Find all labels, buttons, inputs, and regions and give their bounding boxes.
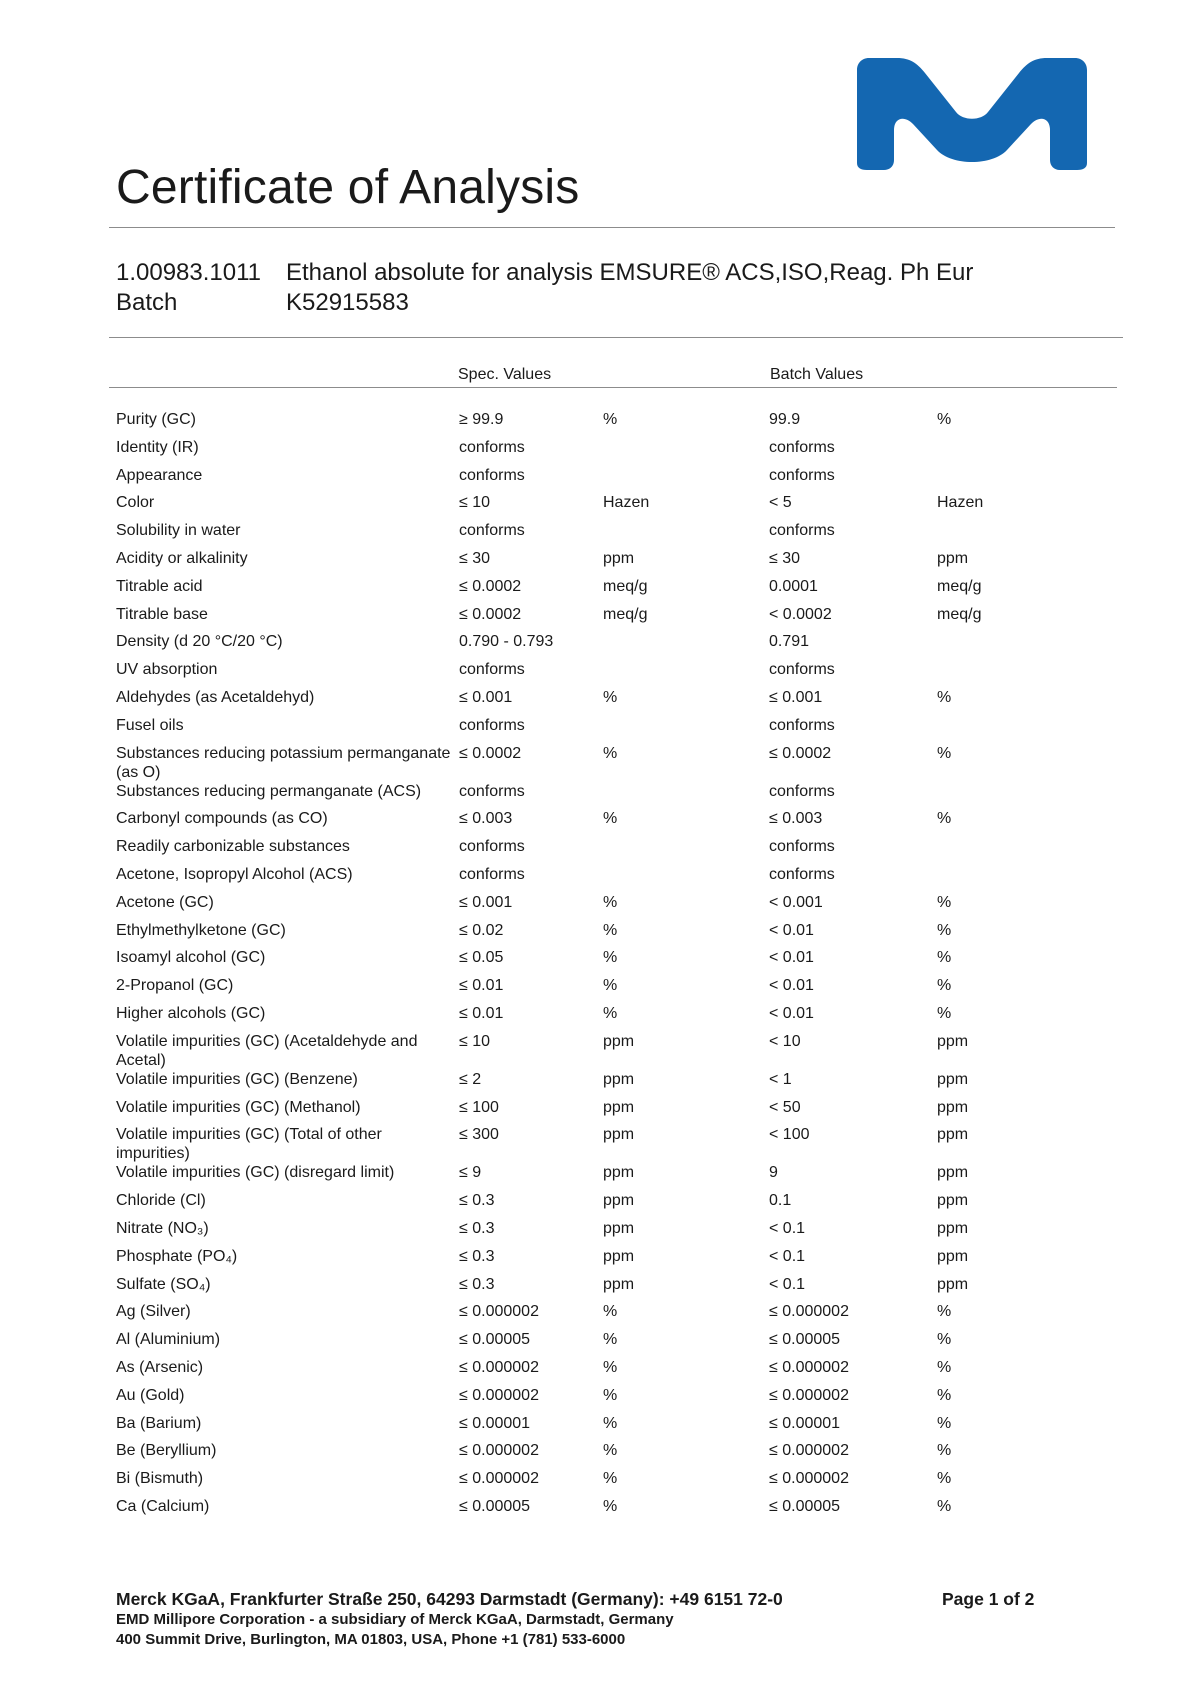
batch-value: < 0.0002 (769, 605, 832, 623)
batch-value: conforms (769, 661, 835, 679)
batch-value: < 50 (769, 1098, 801, 1116)
batch-unit: ppm (937, 1219, 969, 1237)
title-divider (109, 227, 1115, 228)
spec-value: ≤ 0.003 (459, 810, 513, 828)
batch-value: conforms (769, 438, 835, 456)
table-row (116, 1414, 1116, 1442)
table-row (116, 410, 1116, 438)
product-info (116, 258, 973, 318)
spec-unit: % (603, 688, 618, 706)
spec-value: ≤ 0.000002 (459, 1358, 539, 1376)
batch-value: 0.791 (769, 633, 810, 651)
spec-unit: % (603, 1331, 618, 1349)
product-name: Ethanol absolute for analysis EMSURE® ACS,ISO,Reag. Ph Eur (286, 259, 974, 286)
batch-unit: % (937, 977, 952, 995)
spec-unit: ppm (603, 1126, 635, 1144)
spec-value: ≤ 0.0002 (459, 577, 522, 595)
batch-value: < 5 (769, 494, 792, 512)
spec-values-header: Spec. Values (458, 366, 552, 383)
spec-value: ≤ 0.3 (459, 1219, 495, 1237)
batch-value: < 0.1 (769, 1219, 806, 1237)
spec-value: ≤ 300 (459, 1126, 499, 1144)
product-number: 1.00983.1011 (116, 259, 262, 286)
table-row (116, 782, 1116, 810)
table-row (116, 1125, 1116, 1163)
test-name: Solubility in water (116, 522, 241, 540)
batch-unit: ppm (937, 1247, 969, 1265)
product-row (116, 258, 973, 288)
spec-value: ≤ 0.001 (459, 688, 513, 706)
batch-value: conforms (769, 865, 835, 883)
test-name: Nitrate (NO₃) (116, 1219, 209, 1237)
spec-value: conforms (459, 661, 525, 679)
spec-value: ≤ 0.02 (459, 921, 504, 939)
batch-unit: % (937, 1414, 952, 1432)
batch-row (116, 288, 973, 318)
batch-value: < 0.01 (769, 949, 814, 967)
spec-value: ≤ 0.000002 (459, 1303, 539, 1321)
test-name: Acetone (GC) (116, 893, 214, 911)
table-row (116, 605, 1116, 633)
table-row (116, 438, 1116, 466)
table-row (116, 1163, 1116, 1191)
batch-unit: % (937, 688, 952, 706)
spec-unit: ppm (603, 1275, 635, 1293)
table-row (116, 1004, 1116, 1032)
spec-unit: ppm (603, 1032, 635, 1050)
spec-unit: % (603, 949, 618, 967)
spec-value: 0.790 - 0.793 (459, 633, 554, 651)
test-name: 2-Propanol (GC) (116, 977, 234, 995)
test-name: Ba (Barium) (116, 1414, 202, 1432)
batch-value: ≤ 0.000002 (769, 1358, 849, 1376)
spec-unit: % (603, 744, 618, 762)
test-name: Be (Beryllium) (116, 1442, 217, 1460)
spec-value: ≤ 0.001 (459, 893, 513, 911)
spec-value: ≤ 0.3 (459, 1192, 495, 1210)
test-name: Ca (Calcium) (116, 1497, 210, 1515)
batch-unit: % (937, 1470, 952, 1488)
spec-value: ≤ 0.00005 (459, 1331, 531, 1349)
page-number: Page 1 of 2 (942, 1589, 1035, 1609)
batch-label: Batch (116, 289, 178, 316)
batch-value: < 100 (769, 1126, 810, 1144)
test-name: Titrable acid (116, 577, 203, 595)
batch-unit: % (937, 949, 952, 967)
batch-value: ≤ 0.00005 (769, 1331, 841, 1349)
batch-unit: % (937, 1442, 952, 1460)
batch-value: < 0.01 (769, 1004, 814, 1022)
test-name: Sulfate (SO₄) (116, 1275, 211, 1293)
table-row (116, 1358, 1116, 1386)
spec-unit: % (603, 921, 618, 939)
test-name: Identity (IR) (116, 438, 199, 456)
test-name: Bi (Bismuth) (116, 1470, 204, 1488)
footer-address-merck: Merck KGaA, Frankfurter Straße 250, 64293 Darmstadt (Germany): +49 6151 72-0 (116, 1589, 783, 1609)
test-name: Isoamyl alcohol (GC) (116, 949, 266, 967)
batch-unit: ppm (937, 1192, 969, 1210)
table-row (116, 1497, 1116, 1525)
batch-value: < 0.01 (769, 977, 814, 995)
batch-value: ≤ 0.000002 (769, 1442, 849, 1460)
test-name: Substances reducing potassium permanganate (as O) (116, 744, 451, 781)
batch-unit: % (937, 893, 952, 911)
batch-value: 0.0001 (769, 577, 818, 595)
batch-value: 99.9 (769, 411, 801, 428)
batch-unit: % (937, 1331, 952, 1349)
batch-unit: % (937, 1386, 952, 1404)
table-row (116, 549, 1116, 577)
batch-unit: % (937, 744, 952, 762)
table-row (116, 466, 1116, 494)
batch-value: conforms (769, 522, 835, 540)
spec-unit: % (603, 1358, 618, 1376)
table-row (116, 577, 1116, 605)
table-row (116, 1275, 1116, 1303)
test-name: Ethylmethylketone (GC) (116, 921, 286, 939)
table-row (116, 976, 1116, 1004)
spec-unit: % (603, 977, 618, 995)
table-row (116, 1302, 1116, 1330)
test-name: UV absorption (116, 661, 218, 679)
batch-unit: % (937, 1358, 952, 1376)
spec-unit: % (603, 1386, 618, 1404)
spec-value: ≤ 0.01 (459, 1004, 504, 1022)
batch-unit: % (937, 921, 952, 939)
table-row (116, 716, 1116, 744)
spec-value: ≤ 9 (459, 1164, 482, 1182)
merck-m-logo-icon (857, 58, 1087, 170)
table-row (116, 660, 1116, 688)
footer (116, 1588, 783, 1650)
spec-value: conforms (459, 782, 525, 800)
batch-values-header: Batch Values (770, 366, 864, 383)
test-name: Color (116, 494, 155, 512)
spec-value: ≤ 0.05 (459, 949, 504, 967)
spec-value: ≤ 2 (459, 1070, 482, 1088)
table-row (116, 744, 1116, 782)
batch-number: K52915583 (286, 289, 409, 316)
table-row (116, 1441, 1116, 1469)
table-row (116, 865, 1116, 893)
spec-unit: % (603, 1414, 618, 1432)
test-name: Acetone, Isopropyl Alcohol (ACS) (116, 865, 353, 883)
spec-value: ≤ 0.00001 (459, 1414, 531, 1432)
test-name: Acidity or alkalinity (116, 549, 248, 567)
spec-value: ≥ 99.9 (459, 411, 504, 428)
batch-value: ≤ 0.001 (769, 688, 823, 706)
table-row (116, 809, 1116, 837)
batch-value: ≤ 0.000002 (769, 1303, 849, 1321)
spec-value: ≤ 0.00005 (459, 1497, 531, 1515)
test-name: Volatile impurities (GC) (Total of other impurities) (116, 1126, 382, 1163)
test-name: Readily carbonizable substances (116, 838, 350, 856)
table-row (116, 493, 1116, 521)
batch-value: ≤ 0.000002 (769, 1470, 849, 1488)
batch-value: conforms (769, 716, 835, 734)
spec-value: ≤ 0.01 (459, 977, 504, 995)
batch-value: < 1 (769, 1070, 792, 1088)
test-name: As (Arsenic) (116, 1358, 204, 1376)
test-name: Chloride (Cl) (116, 1192, 206, 1210)
test-name: Al (Aluminium) (116, 1331, 221, 1349)
table-row (116, 1247, 1116, 1275)
batch-unit: % (937, 1303, 952, 1321)
table-row (116, 1219, 1116, 1247)
batch-value: 9 (769, 1164, 778, 1182)
spec-unit: ppm (603, 1219, 635, 1237)
batch-unit: meq/g (937, 605, 982, 623)
page-title: Certificate of Analysis (116, 161, 580, 214)
table-row (116, 893, 1116, 921)
batch-value: ≤ 0.00005 (769, 1497, 841, 1515)
spec-unit: % (603, 411, 618, 428)
spec-value: conforms (459, 522, 525, 540)
test-name: Volatile impurities (GC) (disregard limit) (116, 1164, 395, 1182)
batch-value: conforms (769, 838, 835, 856)
batch-unit: % (937, 411, 952, 428)
batch-value: ≤ 0.00001 (769, 1414, 841, 1432)
batch-unit: % (937, 1497, 952, 1515)
spec-unit: % (603, 1497, 618, 1515)
spec-value: ≤ 0.3 (459, 1275, 495, 1293)
batch-unit: ppm (937, 1126, 969, 1144)
batch-value: < 10 (769, 1032, 801, 1050)
footer-us-address: 400 Summit Drive, Burlington, MA 01803, USA, Phone +1 (781) 533-6000 (116, 1631, 626, 1648)
spec-unit: % (603, 1470, 618, 1488)
test-name: Fusel oils (116, 716, 184, 734)
table-row (116, 837, 1116, 865)
batch-value: < 0.1 (769, 1275, 806, 1293)
spec-value: conforms (459, 838, 525, 856)
batch-unit: ppm (937, 1098, 969, 1116)
spec-unit: % (603, 1004, 618, 1022)
table-row (116, 1098, 1116, 1126)
spec-value: ≤ 100 (459, 1098, 499, 1116)
batch-value: conforms (769, 466, 835, 484)
spec-unit: % (603, 1442, 618, 1460)
spec-value: ≤ 10 (459, 494, 491, 512)
spec-value: ≤ 10 (459, 1032, 491, 1050)
test-name: Density (d 20 °C/20 °C) (116, 633, 283, 651)
table-row (116, 632, 1116, 660)
spec-unit: ppm (603, 1070, 635, 1088)
table-row (116, 1032, 1116, 1070)
spec-unit: ppm (603, 1164, 635, 1182)
product-divider (109, 337, 1123, 338)
test-name: Au (Gold) (116, 1386, 185, 1404)
spec-value: conforms (459, 438, 525, 456)
table-row (116, 1386, 1116, 1414)
spec-unit: Hazen (603, 494, 650, 512)
batch-unit: meq/g (937, 577, 982, 595)
results-table (116, 410, 1116, 1525)
batch-value: < 0.1 (769, 1247, 806, 1265)
spec-value: conforms (459, 716, 525, 734)
batch-unit: Hazen (937, 494, 984, 512)
spec-value: ≤ 0.3 (459, 1247, 495, 1265)
test-name: Aldehydes (as Acetaldehyd) (116, 688, 315, 706)
spec-unit: meq/g (603, 605, 648, 623)
spec-unit: % (603, 1303, 618, 1321)
spec-value: ≤ 0.0002 (459, 744, 522, 762)
batch-value: ≤ 30 (769, 549, 801, 567)
table-row (116, 948, 1116, 976)
test-name: Volatile impurities (GC) (Benzene) (116, 1070, 358, 1088)
spec-value: conforms (459, 865, 525, 883)
table-row (116, 521, 1116, 549)
batch-value: < 0.001 (769, 893, 823, 911)
spec-unit: ppm (603, 549, 635, 567)
spec-unit: % (603, 810, 618, 828)
spec-unit: meq/g (603, 577, 648, 595)
footer-emd-millipore: EMD Millipore Corporation - a subsidiary of Merck KGaA, Darmstadt, Germany (116, 1611, 674, 1628)
test-name: Purity (GC) (116, 411, 196, 428)
spec-value: ≤ 0.0002 (459, 605, 522, 623)
batch-value: ≤ 0.0002 (769, 744, 832, 762)
batch-unit: ppm (937, 1070, 969, 1088)
batch-value: ≤ 0.003 (769, 810, 823, 828)
spec-value: ≤ 0.000002 (459, 1442, 539, 1460)
spec-unit: % (603, 893, 618, 911)
test-name: Appearance (116, 466, 203, 484)
table-row (116, 1469, 1116, 1497)
table-row (116, 1330, 1116, 1358)
batch-value: conforms (769, 782, 835, 800)
batch-unit: % (937, 1004, 952, 1022)
table-row (116, 1191, 1116, 1219)
spec-value: ≤ 0.000002 (459, 1470, 539, 1488)
test-name: Carbonyl compounds (as CO) (116, 810, 328, 828)
test-name: Ag (Silver) (116, 1303, 191, 1321)
table-row (116, 921, 1116, 949)
batch-unit: % (937, 810, 952, 828)
test-name: Substances reducing permanganate (ACS) (116, 782, 422, 800)
spec-unit: ppm (603, 1192, 635, 1210)
spec-unit: ppm (603, 1247, 635, 1265)
header-divider (109, 387, 1117, 388)
batch-value: 0.1 (769, 1192, 792, 1210)
spec-value: ≤ 0.000002 (459, 1386, 539, 1404)
batch-unit: ppm (937, 1275, 969, 1293)
spec-unit: ppm (603, 1098, 635, 1116)
batch-value: ≤ 0.000002 (769, 1386, 849, 1404)
test-name: Phosphate (PO₄) (116, 1247, 238, 1265)
table-row (116, 688, 1116, 716)
test-name: Volatile impurities (GC) (Acetaldehyde and Acetal) (116, 1032, 418, 1069)
batch-unit: ppm (937, 549, 969, 567)
batch-value: < 0.01 (769, 921, 814, 939)
test-name: Titrable base (116, 605, 208, 623)
spec-value: conforms (459, 466, 525, 484)
test-name: Higher alcohols (GC) (116, 1004, 266, 1022)
test-name: Volatile impurities (GC) (Methanol) (116, 1098, 361, 1116)
spec-value: ≤ 30 (459, 549, 491, 567)
logo-shape (857, 58, 1087, 170)
batch-unit: ppm (937, 1164, 969, 1182)
batch-unit: ppm (937, 1032, 969, 1050)
table-row (116, 1070, 1116, 1098)
